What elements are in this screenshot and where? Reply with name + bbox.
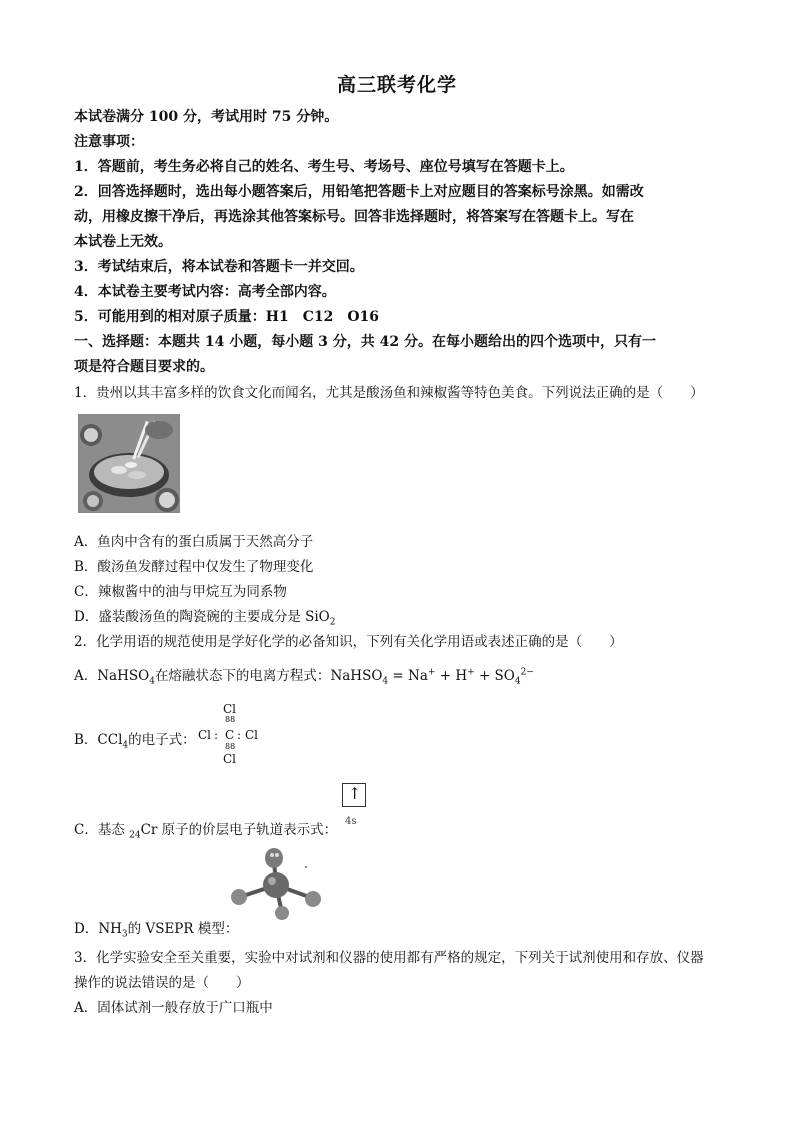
eq-sub-1: 4 bbox=[382, 676, 389, 687]
eq-part-3: + H bbox=[435, 668, 468, 684]
eq-sup-1: + bbox=[427, 667, 436, 678]
dots-right: : bbox=[237, 728, 242, 742]
q2-option-b bbox=[74, 728, 196, 751]
cl-left: Cl bbox=[198, 728, 212, 742]
notice-4: 4．本试卷主要考试内容：高考全部内容。 bbox=[74, 284, 336, 300]
q2-option-d bbox=[74, 917, 238, 940]
cl-right: Cl bbox=[245, 728, 259, 742]
q2-c-sub: 24 bbox=[129, 830, 141, 841]
up-arrow-icon: ↑ bbox=[348, 784, 362, 803]
q1-option-d-text: D．盛装酸汤鱼的陶瓷碗的主要成分是 SiO bbox=[74, 609, 330, 625]
eq-part-2: = Na bbox=[388, 668, 428, 684]
notice-heading: 注意事项： bbox=[74, 134, 144, 150]
q1-option-a: A．鱼肉中含有的蛋白质属于天然高分子 bbox=[74, 534, 314, 550]
q3-option-a: A．固体试剂一般存放于广口瓶中 bbox=[74, 1000, 273, 1016]
q3-stem-b: 操作的说法错误的是（ ） bbox=[74, 975, 250, 991]
q1-option-b: B．酸汤鱼发酵过程中仅发生了物理变化 bbox=[74, 559, 314, 575]
section-heading-b: 项是符合题目要求的。 bbox=[74, 359, 214, 375]
dots-bottom: 88 bbox=[225, 742, 236, 751]
q2-option-a bbox=[74, 664, 534, 687]
q2-c-prefix: C．基态 bbox=[74, 822, 130, 838]
score-line: 本试卷满分 100 分，考试用时 75 分钟。 bbox=[74, 109, 339, 125]
carbon: C bbox=[225, 728, 235, 742]
q1-option-c: C．辣椒酱中的油与甲烷互为同系物 bbox=[74, 584, 287, 600]
eq-sub-2: 4 bbox=[514, 676, 521, 687]
notice-2c: 本试卷上无效。 bbox=[74, 234, 172, 250]
page-title: 高三联考化学 bbox=[336, 74, 457, 96]
eq-sup-3: 2− bbox=[520, 667, 534, 678]
orbital-box bbox=[342, 783, 366, 807]
section-heading-a: 一、选择题：本题共 14 小题，每小题 3 分，共 42 分。在每小题给出的四个选项中，只有一 bbox=[74, 334, 656, 350]
q1-option-d-sub: 2 bbox=[329, 617, 336, 628]
notice-3: 3．考试结束后，将本试卷和答题卡一并交回。 bbox=[74, 259, 364, 275]
eq-part-1: NaHSO bbox=[330, 668, 383, 684]
food-photo-drawing bbox=[79, 415, 179, 512]
q2-a-prefix: A．NaHSO bbox=[74, 668, 150, 684]
notice-1: 1．答题前，考生务必将自己的姓名、考生号、考场号、座位号填写在答题卡上。 bbox=[74, 159, 574, 175]
nh3-vsepr-model bbox=[226, 845, 326, 920]
q2-d-sub: 3 bbox=[121, 929, 128, 940]
notice-2b: 动，用橡皮擦干净后，再选涂其他答案标号。回答非选择题时，将答案写在答题卡上。写在 bbox=[74, 209, 634, 225]
ionization-equation bbox=[330, 667, 534, 687]
q1-option-d bbox=[74, 605, 335, 628]
food-photo bbox=[78, 414, 180, 513]
q2-a-mid: 在熔融状态下的电离方程式： bbox=[154, 668, 331, 684]
cl-top: Cl bbox=[223, 702, 237, 716]
eq-sup-2: + bbox=[467, 667, 475, 678]
dots-left: : bbox=[214, 728, 219, 742]
q2-c-suffix: Cr 原子的价层电子轨道表示式： bbox=[140, 822, 338, 838]
orbital-label: 4s bbox=[345, 816, 357, 827]
q3-stem-a: 3．化学实验安全至关重要，实验中对试剂和仪器的使用都有严格的规定，下列关于试剂使用和存放、仪器 bbox=[74, 950, 704, 966]
q2-b-prefix: B．CCl bbox=[74, 732, 123, 748]
cl-bottom: Cl bbox=[223, 752, 237, 766]
q2-d-suffix: 的 VSEPR 模型： bbox=[127, 921, 239, 937]
q2-b-sub: 4 bbox=[122, 740, 129, 751]
dots-top: 88 bbox=[225, 715, 236, 724]
ccl4-electron-formula bbox=[190, 702, 270, 772]
q2-a-sub: 4 bbox=[149, 676, 155, 687]
q2-stem: 2．化学用语的规范使用是学好化学的必备知识，下列有关化学用语或表述正确的是（ ） bbox=[74, 634, 623, 650]
notice-5: 5．可能用到的相对原子质量：H1 C12 O16 bbox=[74, 309, 380, 325]
q2-option-c bbox=[74, 818, 337, 841]
notice-2a: 2．回答选择题时，选出每小题答案后，用铅笔把答题卡上对应题目的答案标号涂黑。如需改 bbox=[74, 184, 644, 200]
eq-part-4: + SO bbox=[474, 668, 515, 684]
q1-stem: 1．贵州以其丰富多样的饮食文化而闻名，尤其是酸汤鱼和辣椒酱等特色美食。下列说法正确的是（ ） bbox=[74, 385, 704, 401]
q2-d-prefix: D．NH bbox=[74, 921, 122, 937]
q2-b-suffix: 的电子式： bbox=[128, 732, 196, 748]
